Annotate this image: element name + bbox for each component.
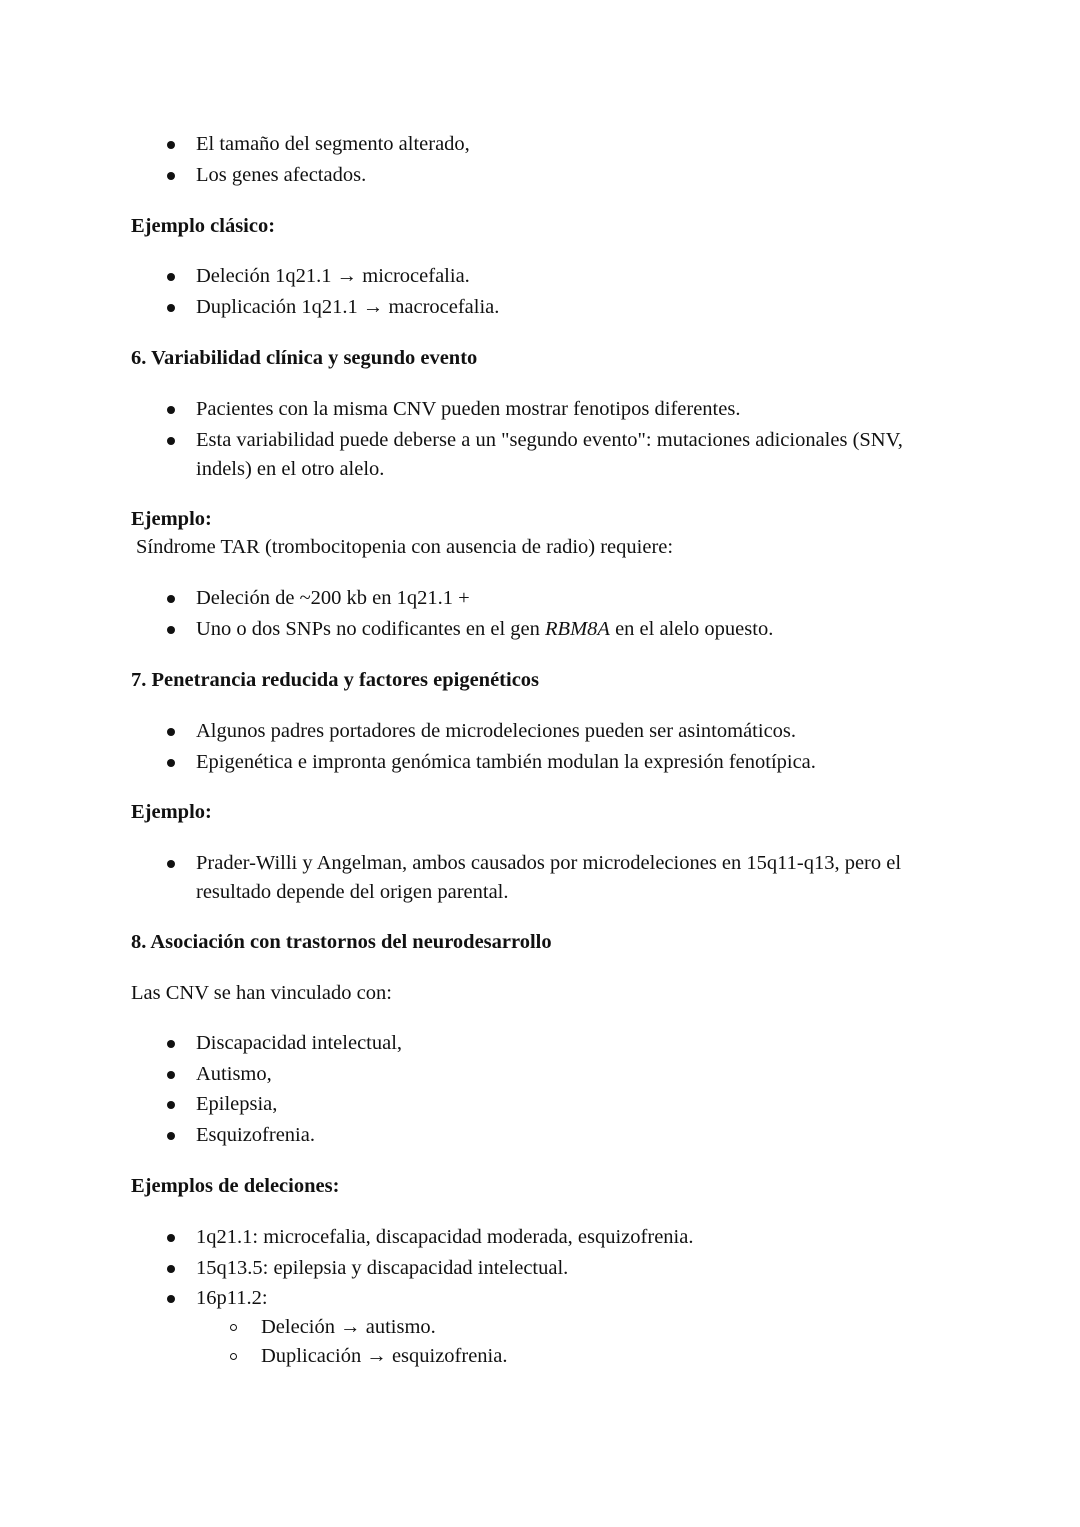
section-8-heading: 8. Asociación con trastornos del neurodesarrollo: [131, 931, 552, 953]
circle-bullet-icon: [230, 1353, 237, 1360]
bullet-icon: [167, 759, 175, 767]
section-7-example-list: [131, 849, 971, 907]
list-item: Algunos padres portadores de microdeleciones pueden ser asintomáticos.: [131, 717, 961, 746]
bullet-icon: [167, 728, 175, 736]
bullet-icon: [167, 304, 175, 312]
list-item: Esquizofrenia.: [131, 1121, 961, 1150]
bullet-icon: [167, 1234, 175, 1242]
sub-list: [196, 1313, 961, 1371]
list-item: Autismo,: [131, 1060, 961, 1089]
section-7-example-heading: Ejemplo:: [131, 801, 212, 823]
section-7-list: [131, 717, 961, 777]
bullet-icon: [167, 141, 175, 149]
list-item: Epilepsia,: [131, 1090, 961, 1119]
ejemplo-clasico-heading: Ejemplo clásico:: [131, 215, 276, 237]
ejemplo-clasico-list: [131, 262, 961, 322]
sub-list-item: Deleción → autismo.: [196, 1313, 961, 1342]
section-6-example-list: [131, 584, 961, 644]
section-8-list-block: [131, 1029, 961, 1151]
list-item: Esta variabilidad puede deberse a un "segundo evento": mutaciones adicionales (SNV, indels) en el otro alelo.: [131, 426, 911, 484]
list-item: 1q21.1: microcefalia, discapacidad moderada, esquizofrenia.: [131, 1223, 961, 1252]
intro-list-block: [131, 130, 961, 191]
bullet-icon: [167, 1295, 175, 1303]
bullet-icon: [167, 860, 175, 868]
bullet-icon: [167, 406, 175, 414]
list-item: Pacientes con la misma CNV pueden mostrar fenotipos diferentes.: [131, 395, 911, 424]
section-7-list-block: [131, 717, 961, 778]
list-item: Los genes afectados.: [131, 161, 961, 190]
bullet-icon: [167, 437, 175, 445]
section-8-list: [131, 1029, 961, 1150]
deletions-list-block: [131, 1223, 961, 1373]
section-6-list: [131, 395, 911, 484]
list-item: Epigenética e impronta genómica también modulan la expresión fenotípica.: [131, 748, 961, 777]
deletions-heading: Ejemplos de deleciones:: [131, 1175, 340, 1197]
sub-list-item: Duplicación → esquizofrenia.: [196, 1342, 961, 1371]
intro-list: [131, 130, 961, 190]
list-item: Deleción 1q21.1 → microcefalia.: [131, 262, 961, 291]
list-item: El tamaño del segmento alterado,: [131, 130, 961, 159]
section-6-example-text: Síndrome TAR (trombocitopenia con ausencia de radio) requiere:: [136, 536, 674, 558]
ejemplo-clasico-list-block: [131, 262, 961, 323]
bullet-icon: [167, 1071, 175, 1079]
circle-bullet-icon: [230, 1324, 237, 1331]
section-6-example-list-block: [131, 584, 961, 645]
bullet-icon: [167, 273, 175, 281]
section-6-example-heading: Ejemplo:: [131, 508, 212, 530]
bullet-icon: [167, 595, 175, 603]
gene-name: RBM8A: [545, 617, 610, 640]
section-6-list-block: [131, 395, 911, 485]
list-item: 15q13.5: epilepsia y discapacidad intelectual.: [131, 1254, 961, 1283]
bullet-icon: [167, 1265, 175, 1273]
section-7-example-list-block: [131, 849, 971, 909]
section-7-heading: 7. Penetrancia reducida y factores epigenéticos: [131, 669, 540, 691]
list-item: Deleción de ~200 kb en 1q21.1 +: [131, 584, 961, 613]
bullet-icon: [167, 626, 175, 634]
section-6-heading: 6. Variabilidad clínica y segundo evento: [131, 347, 478, 369]
deletions-list: [131, 1223, 961, 1371]
bullet-icon: [167, 1101, 175, 1109]
bullet-icon: [167, 1132, 175, 1140]
list-item: Prader-Willi y Angelman, ambos causados por microdeleciones en 15q11-q13, pero el resultado depende del origen parental.: [131, 849, 971, 907]
list-item: Discapacidad intelectual,: [131, 1029, 961, 1058]
section-8-intro: Las CNV se han vinculado con:: [131, 982, 392, 1004]
bullet-icon: [167, 1040, 175, 1048]
bullet-icon: [167, 172, 175, 180]
list-item: Duplicación 1q21.1 → macrocefalia.: [131, 293, 961, 322]
list-item: 16p11.2: Deleción → autismo. Duplicación → esquizofrenia.: [131, 1284, 961, 1371]
list-item: Uno o dos SNPs no codificantes en el gen RBM8A en el alelo opuesto.: [131, 615, 961, 644]
